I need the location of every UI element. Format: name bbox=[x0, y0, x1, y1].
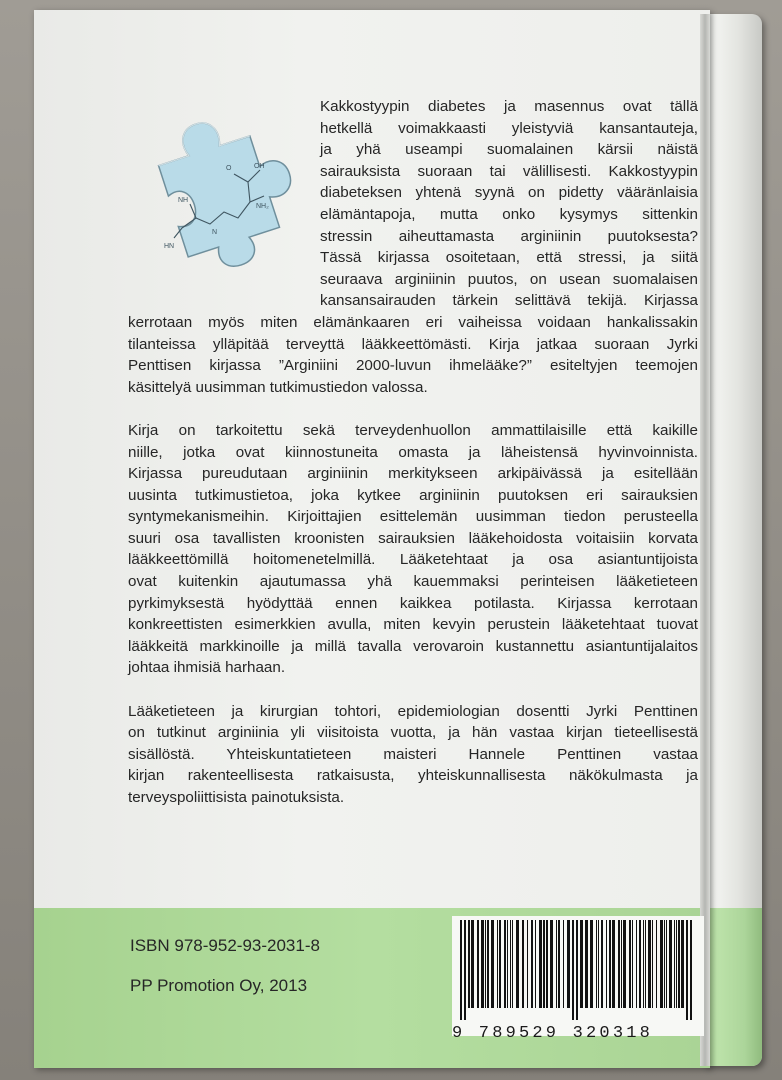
barcode-bar bbox=[609, 920, 611, 1008]
text-line: seuraava arginiinin puutos, on usean suomalaisen bbox=[320, 270, 698, 288]
text-line: tilanteissa ylläpitää terveyttä lääkkeettömästi. Kirja jatkaa suoraan Jyrki bbox=[128, 335, 698, 353]
text-line: kansansairauden tärkein selittävä tekijä. Kirjassa bbox=[320, 292, 698, 310]
barcode-bar bbox=[656, 920, 657, 1008]
text-line: käsittelyä uusimman tutkimustiedon valossa. bbox=[128, 378, 428, 396]
barcode-bar bbox=[516, 920, 519, 1008]
barcode-bar bbox=[629, 920, 631, 1008]
barcode-bar bbox=[664, 920, 665, 1008]
barcode-number: 9 789529 320318 bbox=[452, 1024, 654, 1043]
barcode-bar bbox=[550, 920, 553, 1008]
barcode-bar bbox=[527, 920, 528, 1008]
barcode-bar bbox=[531, 920, 533, 1008]
barcode-bar bbox=[585, 920, 588, 1008]
barcode-bar bbox=[623, 920, 626, 1008]
barcode-bar bbox=[690, 920, 692, 1020]
paragraph-3 bbox=[128, 701, 698, 809]
svg-text:NH₂: NH₂ bbox=[256, 203, 269, 210]
barcode-bar bbox=[601, 920, 603, 1008]
barcode-bar bbox=[546, 920, 548, 1008]
barcode-bar bbox=[674, 920, 675, 1008]
barcode-bar bbox=[580, 920, 583, 1008]
text-line: ja yhä useampi suomalainen kärsii näistä bbox=[320, 141, 698, 159]
svg-text:HN: HN bbox=[164, 243, 175, 250]
text-line: uusinta tutkimustietoa, joka kytkee arginiinin puutoksen eri sairauksien bbox=[128, 486, 698, 504]
text-line: niille, jotka ovat kiinnostuneita omasta ja läheistensä hyvinvoinnista. bbox=[128, 443, 698, 461]
barcode-bar bbox=[491, 920, 494, 1008]
text-line: sisällöstä. Yhteiskuntatieteen maisteri Hannele Penttinen vastaa bbox=[128, 745, 698, 763]
barcode-bar bbox=[686, 920, 688, 1020]
barcode-bar bbox=[563, 920, 564, 1008]
barcode-bar bbox=[558, 920, 560, 1008]
barcode-bar bbox=[652, 920, 653, 1008]
barcode-bar bbox=[481, 920, 484, 1008]
barcode-bar bbox=[512, 920, 513, 1008]
text-line: ovat kuitenkin ajautumassa yhä kauemmaksi perinteisen lääketieteen bbox=[128, 573, 698, 591]
barcode-bar bbox=[618, 920, 620, 1008]
text-line: Tässä kirjassa osoitetaan, että stressi, ja siitä bbox=[320, 249, 698, 267]
text-line: terveyspoliittisista painotuksista. bbox=[128, 789, 345, 806]
paragraph-2 bbox=[128, 420, 698, 679]
text-line: syntymekanismeihin. Kirjoittajien esittelemän uusimman tiedon perusteella bbox=[128, 508, 698, 526]
barcode-bar bbox=[636, 920, 637, 1008]
text-line: kirjan rakenteellisesta ratkaisusta, yhteiskunnallisesta näkökulmasta ja bbox=[128, 767, 698, 785]
text-line: suuri osa tavallisten kroonisten sairauksien lääkehoidosta voitaisiin korvata bbox=[128, 529, 698, 547]
svg-text:O: O bbox=[226, 165, 232, 172]
barcode-bar bbox=[596, 920, 597, 1008]
text-line: Penttisen kirjassa ”Arginiini 2000-luvun ihmelääke?” esiteltyjen teemojen bbox=[128, 357, 698, 375]
barcode-bar bbox=[621, 920, 622, 1008]
barcode-bar bbox=[504, 920, 506, 1008]
barcode-bar bbox=[632, 920, 633, 1008]
publisher-label: PP Promotion Oy, 2013 bbox=[130, 976, 308, 995]
cover-hinge bbox=[700, 14, 710, 1066]
barcode-bar bbox=[477, 920, 479, 1008]
barcode-bar bbox=[485, 920, 486, 1008]
text-line: on tutkinut arginiinia yli viisitoista vuotta, ja hän vastaa kirjan tieteellisestä bbox=[128, 724, 698, 742]
barcode-bar bbox=[678, 920, 680, 1008]
svg-text:NH: NH bbox=[178, 197, 189, 204]
barcode-bar bbox=[660, 920, 663, 1008]
barcode-bar bbox=[576, 920, 578, 1020]
barcode-bar bbox=[645, 920, 646, 1008]
barcode-bar bbox=[598, 920, 599, 1008]
text-line: elämäntapoja, mutta onko kysymys sittenkin bbox=[320, 205, 698, 223]
barcode-bar bbox=[535, 920, 536, 1008]
book-spine-green-band bbox=[704, 908, 762, 1066]
barcode-bar bbox=[471, 920, 474, 1008]
barcode-bar bbox=[522, 920, 524, 1008]
paragraph-1 bbox=[128, 96, 698, 398]
barcode-bar bbox=[612, 920, 615, 1008]
barcode-image bbox=[454, 920, 702, 1024]
barcode-bar bbox=[643, 920, 644, 1008]
barcode-bar bbox=[676, 920, 677, 1008]
barcode-bar bbox=[590, 920, 593, 1008]
text-line: kerrotaan myös miten elämänkaaren eri vaiheissa voidaan hankalissakin bbox=[128, 313, 698, 331]
barcode-bar bbox=[669, 920, 672, 1008]
svg-text:OH: OH bbox=[254, 163, 265, 170]
isbn-label: ISBN 978-952-93-2031-8 bbox=[130, 936, 320, 955]
text-line: sairauksista suoraan tai välillisesti. Kakkostyypin bbox=[320, 162, 698, 180]
barcode-bar bbox=[681, 920, 684, 1008]
text-line: Lääketieteen ja kirurgian tohtori, epidemiologian dosentti Jyrki Penttinen bbox=[128, 702, 698, 720]
text-line: lääkkeettömillä hoitomenetelmillä. Lääketehtaat ja osa asiantuntijoista bbox=[128, 551, 698, 569]
barcode-bar bbox=[606, 920, 607, 1008]
barcode-bar bbox=[539, 920, 542, 1008]
svg-text:N: N bbox=[212, 229, 218, 236]
barcode-bar bbox=[510, 920, 511, 1008]
barcode-bar bbox=[464, 920, 466, 1020]
barcode-bar bbox=[567, 920, 570, 1008]
barcode-bar bbox=[666, 920, 667, 1008]
text-line: hetkellä voimakkaasti yleistyviä kansantauteja, bbox=[320, 119, 698, 137]
text-line: konkreettisten esimerkkien avulla, miten kevyin perustein lääketehtaat tuovat bbox=[128, 616, 698, 634]
text-line: diabeteksen yhtenä syynä on pidetty vääränlaisia bbox=[320, 184, 698, 202]
text-line: johtaa ihmisiä harhaan. bbox=[128, 659, 286, 677]
blurb-text bbox=[128, 96, 698, 830]
barcode-bar bbox=[468, 920, 470, 1008]
text-line: Kirja on tarkoitettu sekä terveydenhuollon ammattilaisille että kaikille bbox=[128, 421, 698, 439]
barcode-bar bbox=[543, 920, 545, 1008]
text-line: pyrkimyksestä hyödyttää ennen kaikkea potilasta. Kirjassa kerrotaan bbox=[128, 594, 698, 612]
barcode-bar bbox=[497, 920, 498, 1008]
barcode-bar bbox=[556, 920, 557, 1008]
barcode-bar bbox=[507, 920, 508, 1008]
text-line: Kirjassa pureudutaan arginiinin merkitykseen arkipäivässä ja esitellään bbox=[128, 465, 698, 483]
text-line: Kakkostyypin diabetes ja masennus ovat tällä bbox=[320, 98, 698, 115]
barcode-area bbox=[452, 916, 704, 1036]
barcode-bar bbox=[648, 920, 651, 1008]
barcode-bar bbox=[572, 920, 574, 1020]
barcode-bar bbox=[639, 920, 641, 1008]
text-line: lääkkeitä markkinoille ja millä tavalla verovaroin kustannettu asiantuntijalaitos bbox=[128, 637, 698, 655]
barcode-bar bbox=[487, 920, 489, 1008]
barcode-bar bbox=[460, 920, 462, 1020]
text-line: stressin aiheuttamasta arginiinin puutoksesta? bbox=[320, 227, 698, 245]
barcode-bar bbox=[499, 920, 501, 1008]
